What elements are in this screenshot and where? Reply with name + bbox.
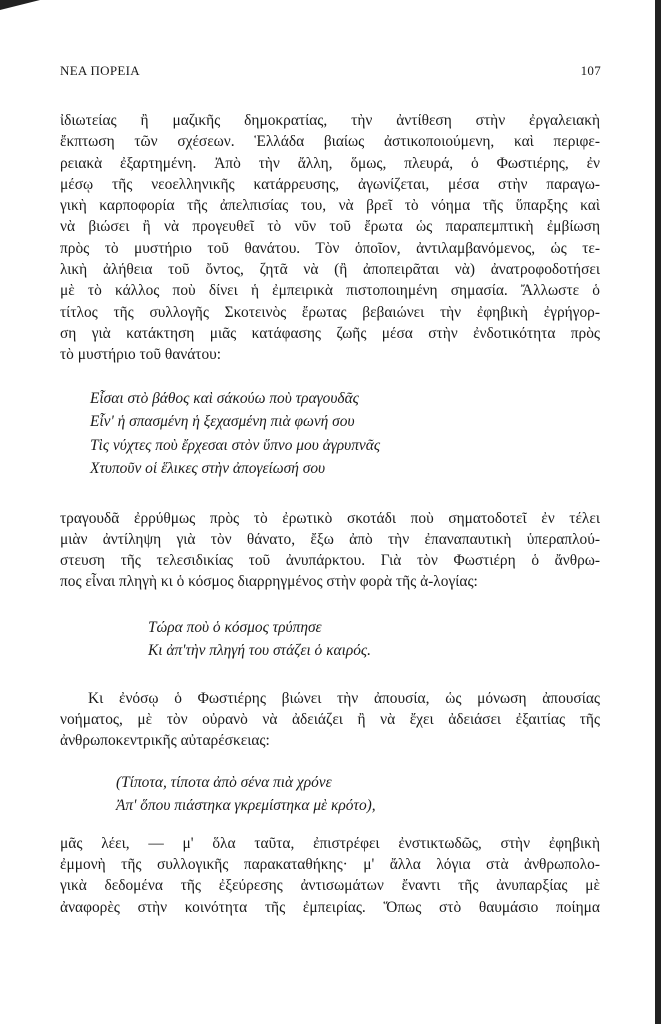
text-line: γικὰ δεδομένα τῆς ἐξεύρεσης ἀντισωμάτων ἔναντι τῆς ἀνυπαρξίας μὲ	[60, 877, 600, 895]
paragraph-1	[60, 110, 600, 366]
text-line: νὰ βιώσει ἢ νὰ προγευθεῖ τὸ νῦν τοῦ ἔρωτα ὡς παραπεμπτικὴ ἐμβίωση	[60, 218, 600, 236]
text-line: μιὰν ἀντίληψη γιὰ τὸν θάνατο, ἔξω ἀπὸ τὴν ἐπαναπαυτικὴ ὑπεραπλού-	[60, 530, 600, 548]
poem-line: Εἶν' ἡ σπασμένη ἡ ξεχασμένη πιὰ φωνή σου	[90, 413, 355, 431]
text-line: μὲ τὸ κάλλος ποὺ δίνει ἡ ἐμπειρικὰ πιστοποιημένη σημασία. Ἄλλωστε ὁ	[60, 282, 600, 300]
page-header	[60, 63, 601, 81]
text-line: τίτλος τῆς συλλογῆς Σκοτεινὸς ἔρωτας βεβαιώνει τὴν ἐφηβικὴ ἐγρήγορ-	[60, 303, 600, 321]
page-number: 107	[580, 63, 601, 78]
text-line: λικὴ ἀλήθεια τοῦ ὄντος, ζητᾶ νὰ (ἢ ἀποπειρᾶται νὰ) ἀνατροφοδοτήσει	[60, 261, 600, 279]
paragraph-4	[60, 833, 600, 918]
poem-excerpt-1	[60, 388, 600, 482]
text-line: ση γιὰ κατάκτηση μιᾶς κατάφασης ζωῆς μέσα στὴν ἐνδοτικότητα πρὸς	[60, 324, 600, 342]
text-line: ρειακὰ ἐξαρτημένη. Ἀπὸ τὴν ἄλλη, ὅμως, πλευρά, ὁ Φωστιέρης, ἐν	[60, 154, 600, 172]
text-line: τὸ μυστήριο τοῦ θανάτου:	[60, 346, 222, 364]
poem-line: Τώρα ποὺ ὁ κόσμος τρύπησε	[148, 618, 322, 636]
text-line: ἔκπτωση τῶν σχέσεων. Ἑλλάδα βιαίως ἀστικοποιούμενη, καὶ περιφε-	[60, 133, 600, 151]
text-line: Κι ἐνόσῳ ὁ Φωστιέρης βιώνει τὴν ἀπουσία, ὡς μόνωση ἀπουσίας	[88, 689, 600, 707]
text-line: στευση τῆς τελεσιδικίας τοῦ ἀνυπάρκτου. Γιὰ τὸν Φωστιέρη ὁ ἄνθρω-	[60, 552, 600, 570]
page-body	[60, 110, 600, 918]
text-line: μέσῳ τῆς νεοελληνικῆς κατάρρευσης, ἀγωνίζεται, μέσα στὴν παραγω-	[60, 175, 600, 193]
running-head: ΝΕΑ ΠΟΡΕΙΑ	[60, 63, 140, 78]
text-line: πρὸς τὸ μυστήριο τοῦ θανάτου. Τὸν ὁποῖον, ἀντιλαμβανόμενος, ὡς τε-	[60, 239, 600, 257]
poem-line: Χτυποῦν οἱ ἕλικες στὴν ἀπογείωσή σου	[90, 460, 326, 478]
poem-excerpt-2	[60, 617, 600, 664]
poem-excerpt-3	[60, 772, 600, 819]
text-line: ἰδιωτείας ἢ μαζικῆς δημοκρατίας, τὴν ἀντίθεση στὴν ἐργαλειακὴ	[60, 112, 600, 129]
poem-line: Τὶς νύχτες ποὺ ἔρχεσαι στὸν ὕπνο μου ἀγρυπνᾶς	[90, 436, 381, 454]
text-line: ἀναφορὲς στὴν κοινότητα τῆς ἐμπειρίας. Ὅπως στὸ θαυμάσιο ποίημα	[60, 898, 600, 916]
poem-line: Κι ἀπ'τὴν πληγή του στάζει ὁ καιρός.	[148, 642, 372, 660]
text-line: νοήματος, μὲ τὸν οὐρανὸ νὰ ἀδειάζει ἢ νὰ ἔχει ἀδειάσει ἐξαιτίας τῆς	[60, 711, 600, 729]
paragraph-3	[60, 688, 600, 752]
poem-line: Εἶσαι στὸ βάθος καὶ σάκούω ποὺ τραγουδᾶς	[90, 389, 359, 407]
poem-line: Ἀπ' ὅπου πιάστηκα γκρεμίστηκα μὲ κρότο),	[116, 797, 376, 815]
text-line: ἐμμονὴ τῆς συλλογικῆς παρακαταθήκης· μ' ἄλλα λόγια στὰ ἀνθρωπολο-	[60, 855, 600, 873]
text-line: γικὴ καρποφορία τῆς ἀπελπισίας του, νὰ βρεῖ τὸ νόημα τῆς ὕπαρξης καὶ	[60, 197, 600, 215]
text-line: πος εἶναι πληγὴ κι ὁ κόσμος διαρρηγμένος στὴν φορὰ τῆς ἀ-λογίας:	[60, 573, 478, 591]
text-line: μᾶς λέει, — μ' ὅλα ταῦτα, ἐπιστρέφει ἐνστικτωδῶς, στὴν ἐφηβικὴ	[60, 834, 600, 852]
poem-line: (Τίποτα, τίποτα ἀπὸ σένα πιὰ χρόνε	[116, 773, 332, 791]
text-line: τραγουδᾶ ἐρρύθμως πρὸς τὸ ἐρωτικὸ σκοτάδι ποὺ σηματοδοτεῖ ἐν τέλει	[60, 509, 600, 527]
scan-edge-shadow	[0, 0, 40, 10]
scan-edge-shadow	[655, 0, 661, 1024]
paragraph-2	[60, 508, 600, 593]
text-line: ἀνθρωποκεντρικῆς αὐταρέσκειας:	[60, 732, 270, 750]
